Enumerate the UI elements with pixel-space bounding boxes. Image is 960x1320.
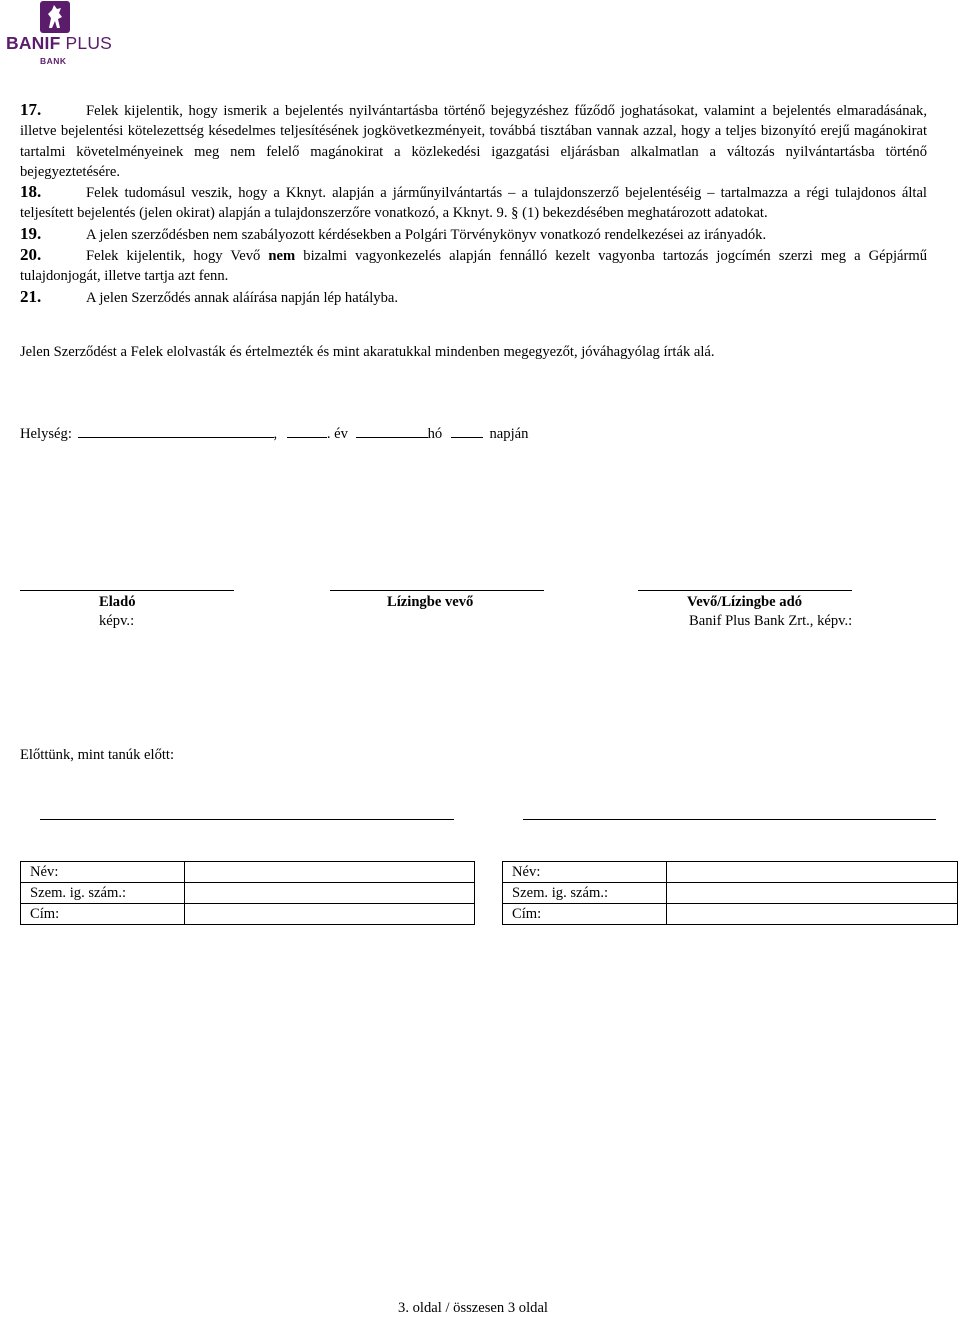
contract-clauses [20,100,927,308]
clause-text: Felek kijelentik, hogy Vevő [86,248,269,265]
seller-label: Eladó [99,594,136,610]
clause-number: 21. [20,286,42,306]
id-number-field[interactable] [667,883,958,904]
page-footer: 3. oldal / összesen 3 oldal [398,1300,548,1316]
address-label: Cím: [21,904,185,925]
clause-text: Felek kijelentik, hogy ismerik a bejelentés nyilvántartásba történő bejegyzéshez fűződő joghatásokat, valamint a bejelentés elmaradásának, illetve bejelentési kötelezettség késedelmes teljesítésének jogkövetkezményeit, továbbá tisztában vannak azzal, hogy a teljes bizonyító erejű magánokirat tartalmi követelményeinek meg nem felelő magánokirat a közlekedési igazgatási eljárásban alkalmatlan a változás nyilvántartásba történő bejegyeztetésére. [20,103,927,180]
comma: , [273,426,278,442]
year-field[interactable] [287,423,327,438]
witness-2-table [502,861,958,925]
place-label: Helység: [20,426,72,442]
place-date-line [20,423,528,443]
address-field[interactable] [185,904,475,925]
table-row [503,883,958,904]
name-field[interactable] [185,862,475,883]
clause-text: A jelen Szerződés annak aláírása napján lép hatályba. [86,289,399,306]
bank-logo [6,0,116,70]
day-field[interactable] [451,423,483,438]
closing-statement: Jelen Szerződést a Felek elolvasták és értelmezték és mint akaratukkal mindenben megegyezőt, jóváhagyólag írták alá. [20,344,715,360]
clause-number: 20. [20,245,42,265]
logo-wordmark: BANIF PLUS [6,33,113,53]
clause-20 [20,245,927,287]
clause-18 [20,182,927,224]
name-label: Név: [21,862,185,883]
place-field[interactable] [78,423,274,438]
buyer-signature-line[interactable] [638,590,852,591]
clause-19 [20,224,927,245]
clause-text: Felek tudomásul veszik, hogy a Kknyt. alapján a járműnyilvántartás – a tulajdonszerző bejelentéséig – tartalmazza a régi tulajdonos által teljesített bejelentés (jelen okirat) alapján a tulajdonszerzőre vonatkozó, a Kknyt. 9. § (1) bekezdésében meghatározott adatokat. [20,185,927,222]
address-field[interactable] [667,904,958,925]
name-field[interactable] [667,862,958,883]
address-label: Cím: [503,904,667,925]
clause-text: A jelen szerződésben nem szabályozott kérdésekben a Polgári Törvénykönyv vonatkozó rendelkezései az irányadók. [86,226,767,243]
witness-1-table [20,861,475,925]
bank-representative-label: Banif Plus Bank Zrt., képv.: [689,613,853,629]
id-number-field[interactable] [185,883,475,904]
table-row [21,862,475,883]
clause-number: 17. [20,100,42,119]
clause-21 [20,287,927,308]
clause-number: 18. [20,182,42,202]
lessee-signature-line[interactable] [330,590,544,591]
seller-representative-label: képv.: [99,613,135,629]
month-label: hó [427,426,443,442]
year-label: . év [326,426,348,442]
witness-1-signature-line[interactable] [40,819,454,820]
table-row [503,862,958,883]
id-number-label: Szem. ig. szám.: [21,883,185,904]
lessee-label: Lízingbe vevő [387,594,474,610]
buyer-lessor-label: Vevő/Lízingbe adó [687,594,803,610]
clause-number: 19. [20,223,42,243]
clause-text: bizalmi vagyonkezelés alapján fennálló kezelt vagyonba tartozás jogcímén szerzi meg a Gépjármű tulajdonjogát, illetve tartja azt fenn. [20,248,927,285]
day-label: napján [489,426,529,442]
table-row [503,904,958,925]
griffin-logo-icon [40,1,70,33]
name-label: Név: [503,862,667,883]
clause-text-bold: nem [268,248,296,265]
witness-title: Előttünk, mint tanúk előtt: [20,747,175,763]
month-field[interactable] [356,423,428,438]
witness-2-signature-line[interactable] [523,819,936,820]
seller-signature-line[interactable] [20,590,234,591]
table-row [21,904,475,925]
table-row [21,883,475,904]
id-number-label: Szem. ig. szám.: [503,883,667,904]
logo-subtitle: BANK [40,56,67,66]
clause-17 [20,100,927,182]
